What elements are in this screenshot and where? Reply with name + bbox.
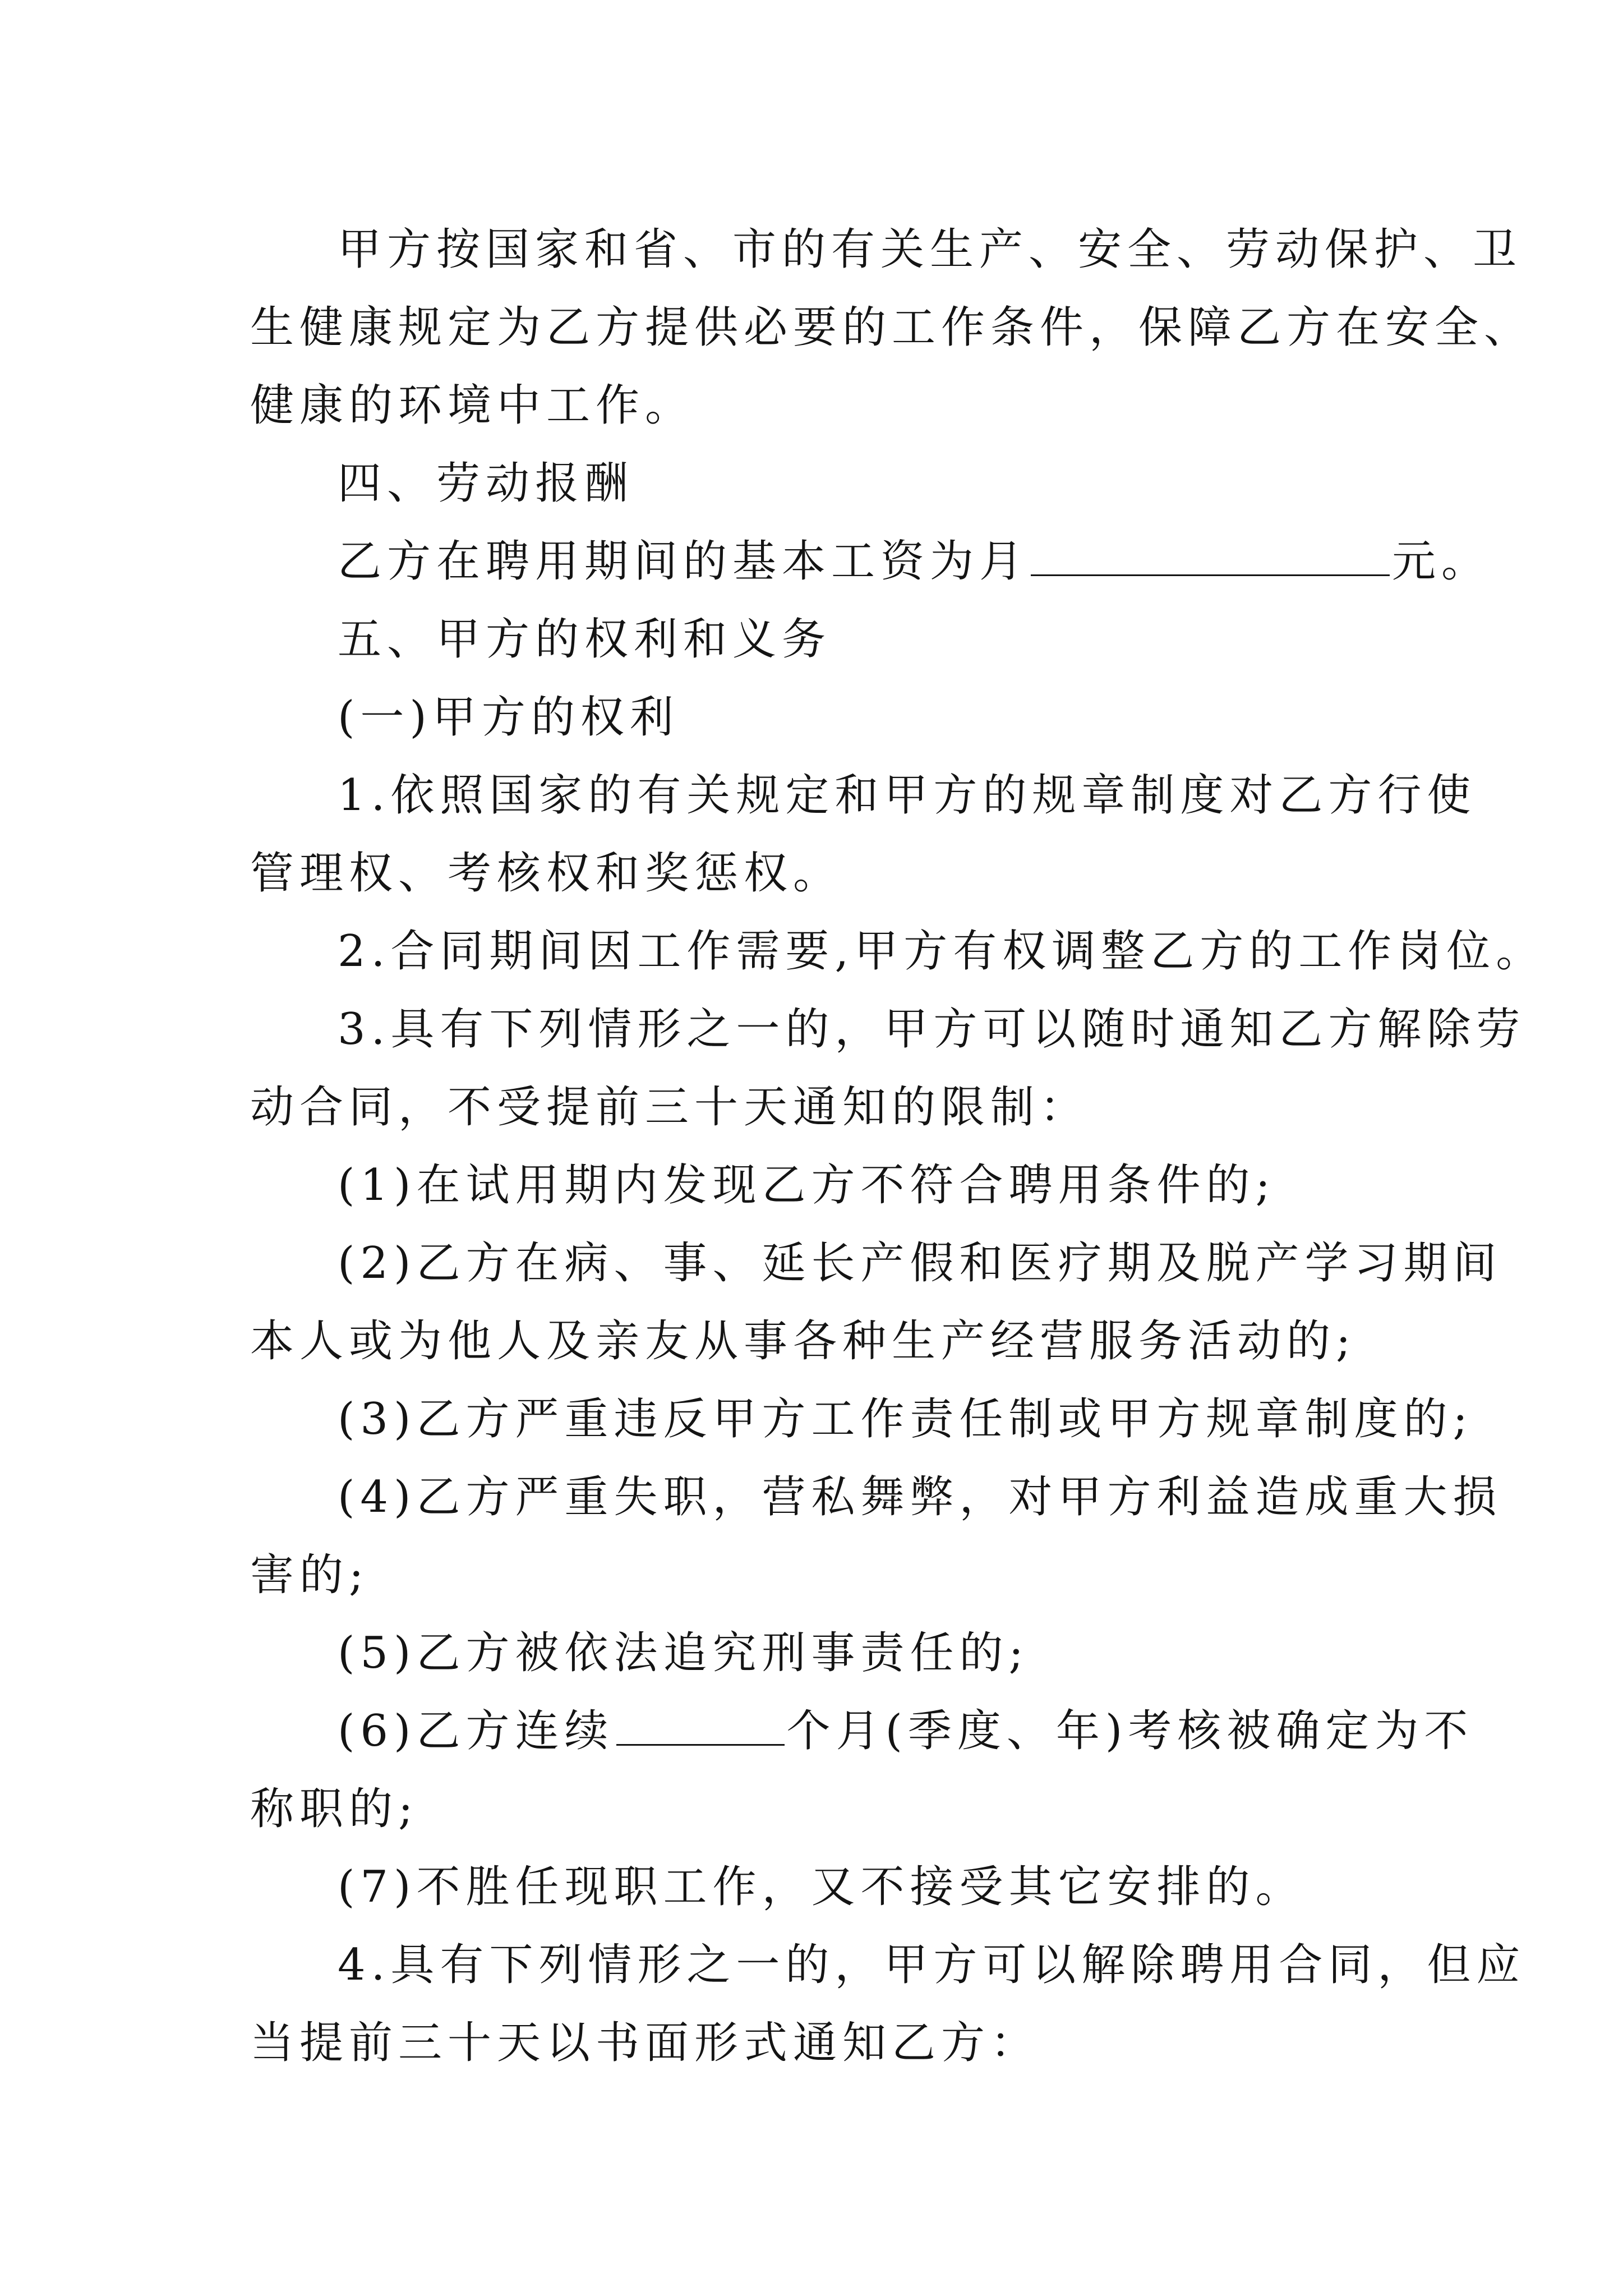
list-item [250, 1692, 1474, 1770]
clause-line: 1.依照国家的有关规定和甲方的规章制度对乙方行使 [338, 770, 1477, 821]
salary-text: 乙方在聘用期间的基本工资为月 [338, 536, 1029, 587]
salary-blank [1031, 534, 1390, 576]
list-item: (4)乙方严重失职，营私舞弊，对甲方利益造成重大损 [338, 1472, 1502, 1522]
paragraph-line: 甲方按国家和省、市的有关生产、安全、劳动保护、卫 [338, 224, 1523, 275]
list-item: (3)乙方严重违反甲方工作责任制或甲方规章制度的; [338, 1394, 1473, 1444]
paragraph-line: 健康的环境中工作。 [250, 380, 695, 431]
months-blank [616, 1704, 785, 1746]
clause-line: 3.具有下列情形之一的，甲方可以随时通知乙方解除劳 [338, 1004, 1526, 1055]
clause-line: 2.合同期间因工作需要,甲方有权调整乙方的工作岗位。 [338, 926, 1546, 977]
clause-line: 动合同，不受提前三十天通知的限制： [250, 1082, 1090, 1133]
list-item: 称职的; [250, 1784, 419, 1834]
subsection-heading: (一)甲方的权利 [338, 692, 679, 743]
salary-unit: 元。 [1392, 536, 1491, 587]
clause-line: 4.具有下列情形之一的，甲方可以解除聘用合同，但应 [338, 1940, 1526, 1990]
clause-line: 管理权、考核权和奖惩权。 [250, 848, 843, 899]
clause-line: 当提前三十天以书面形式通知乙方： [250, 2018, 1040, 2068]
list-item: 害的; [250, 1550, 370, 1600]
section-heading: 五、甲方的权利和义务 [338, 614, 832, 665]
months-text-before: (6)乙方连续 [338, 1706, 614, 1756]
list-item: (1)在试用期内发现乙方不符合聘用条件的; [338, 1160, 1276, 1211]
months-text-after: 个月(季度、年)考核被确定为不 [786, 1706, 1474, 1756]
list-item: (2)乙方在病、事、延长产假和医疗期及脱产学习期间 [338, 1238, 1502, 1289]
salary-line [250, 523, 1491, 601]
list-item: (5)乙方被依法追究刑事责任的; [338, 1628, 1029, 1678]
document-body [250, 211, 1546, 2082]
list-item: (7)不胜任现职工作，又不接受其它安排的。 [338, 1862, 1305, 1912]
section-heading: 四、劳动报酬 [338, 458, 634, 509]
paragraph-line: 生健康规定为乙方提供必要的工作条件，保障乙方在安全、 [250, 302, 1534, 353]
list-item: 本人或为他人及亲友从事各种生产经营服务活动的; [250, 1316, 1357, 1366]
